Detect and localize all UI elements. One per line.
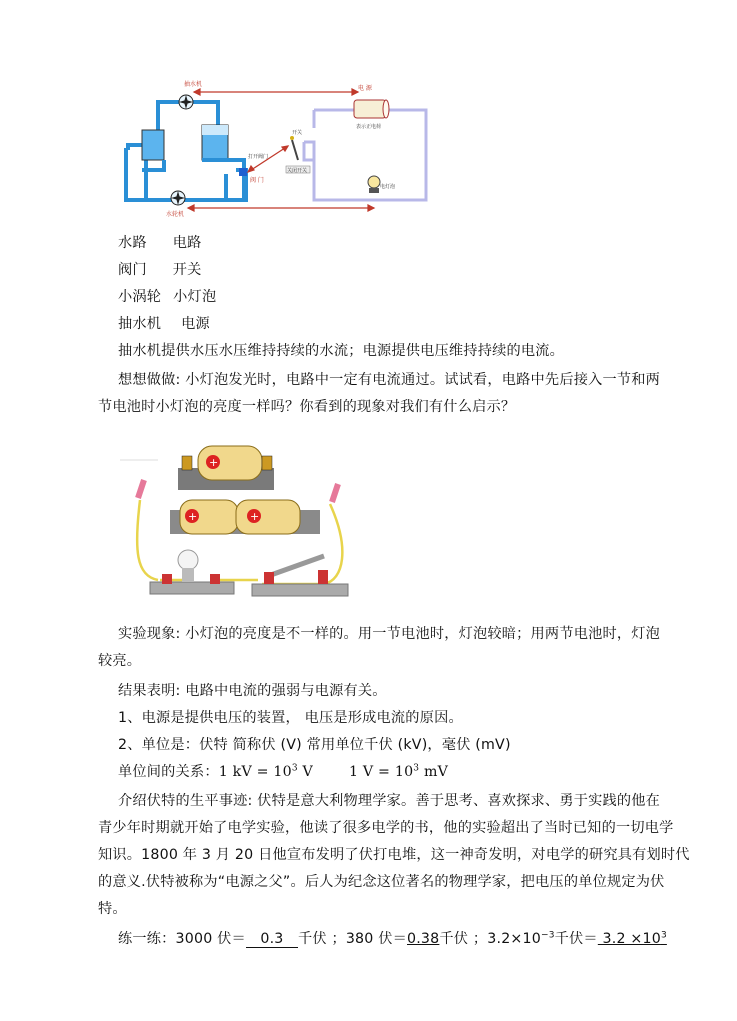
pump-label: 抽水机	[184, 81, 203, 88]
analogy-row: 阀门 开关	[118, 262, 202, 278]
answer-blank-2: 0.38	[407, 931, 440, 947]
intro-line4: 的意义.伏特被称为“电源之父”。后人为纪念这位著名的物理学家，把电压的单位规定为伏	[98, 874, 665, 890]
intro-line5: 特。	[98, 901, 127, 917]
intro-line1: 介绍伏特的生平事迹: 伏特是意大利物理学家。善于思考、喜欢探求、勇于实践的他在	[118, 793, 661, 809]
knife-switch-icon	[252, 556, 348, 596]
close-switch-label: 关闭开关	[287, 168, 308, 174]
light-bulb-icon	[368, 176, 380, 193]
analogy-row: 抽水机 电源	[118, 316, 210, 332]
answer-blank-1: 0.3	[246, 931, 298, 948]
positive-charge-label: 表示正电荷	[356, 124, 382, 130]
summary-text: 抽水机提供水压水压维持持续的水流；电源提供电压维持持续的电流。	[118, 343, 565, 359]
answer-blank-3: $3.2 \times 10^3$	[597, 930, 667, 947]
open-valve-label: 打开阀门	[248, 154, 269, 160]
point-2: 2、单位是：伏特 简称伏 (V) 常用单位千伏 (kV)，毫伏 (mV)	[118, 737, 511, 753]
svg-text:+: +	[209, 456, 219, 469]
think-text-line1: 想想做做: 小灯泡发光时，电路中一定有电流通过。试试看，电路中先后接入一节和两	[118, 372, 661, 388]
left-water-tank	[142, 130, 164, 160]
turbine-fan-icon	[171, 191, 185, 205]
source-label: 电 源	[358, 85, 372, 92]
switch-icon	[290, 136, 298, 160]
svg-text:+: +	[188, 510, 198, 523]
turbine-label: 水轮机	[166, 211, 185, 218]
intro-line2: 青少年时期就开始了电学实验，他读了很多电学的书，他的实验超出了当时已知的一切电学	[98, 820, 674, 836]
exercise-line: 练一练：3000 伏＝0.3千伏 ；380 伏＝0.38千伏 ；$3.2\times 10^{-3}$千伏＝ $3.2 \times 10^3$	[118, 930, 667, 947]
battery-experiment-illustration	[118, 440, 360, 610]
analogy-row: 小涡轮 小灯泡	[118, 289, 217, 305]
single-battery-icon	[178, 446, 274, 490]
bulb-label: 电灯泡	[380, 184, 396, 190]
valve-label: 阀 门	[250, 177, 264, 184]
bulb-holder-icon	[150, 550, 234, 594]
valve-icon	[239, 168, 247, 176]
unit-relation: 单位间的关系：1 kV = $10^3$ V 1 $V = 10^3$ mV	[118, 763, 449, 780]
think-text-line2: 节电池时小灯泡的亮度一样吗？你看到的现象对我们有什么启示？	[98, 399, 516, 415]
analogy-row: 水路 电路	[118, 235, 202, 251]
phenomenon-line2: 较亮。	[98, 653, 142, 669]
svg-text:+: +	[250, 510, 260, 523]
phenomenon-line1: 实验现象: 小灯泡的亮度是不一样的。用一节电池时，灯泡较暗；用两节电池时，灯泡	[118, 626, 661, 642]
result-text: 结果表明: 电路中电流的强弱与电源有关。	[118, 683, 387, 699]
switch-label: 开关	[292, 130, 303, 136]
water-electric-analogy-diagram	[118, 70, 434, 220]
point-1: 1、电源是提供电压的装置， 电压是形成电流的原因。	[118, 710, 463, 726]
double-battery-icon	[170, 500, 320, 534]
intro-line3: 知识。1800 年 3 月 20 日他宣布发明了伏打电堆，这一神奇发明，对电学的研究具有划时代	[98, 847, 690, 863]
power-source-icon	[354, 100, 389, 118]
pump-fan-icon	[179, 95, 193, 109]
